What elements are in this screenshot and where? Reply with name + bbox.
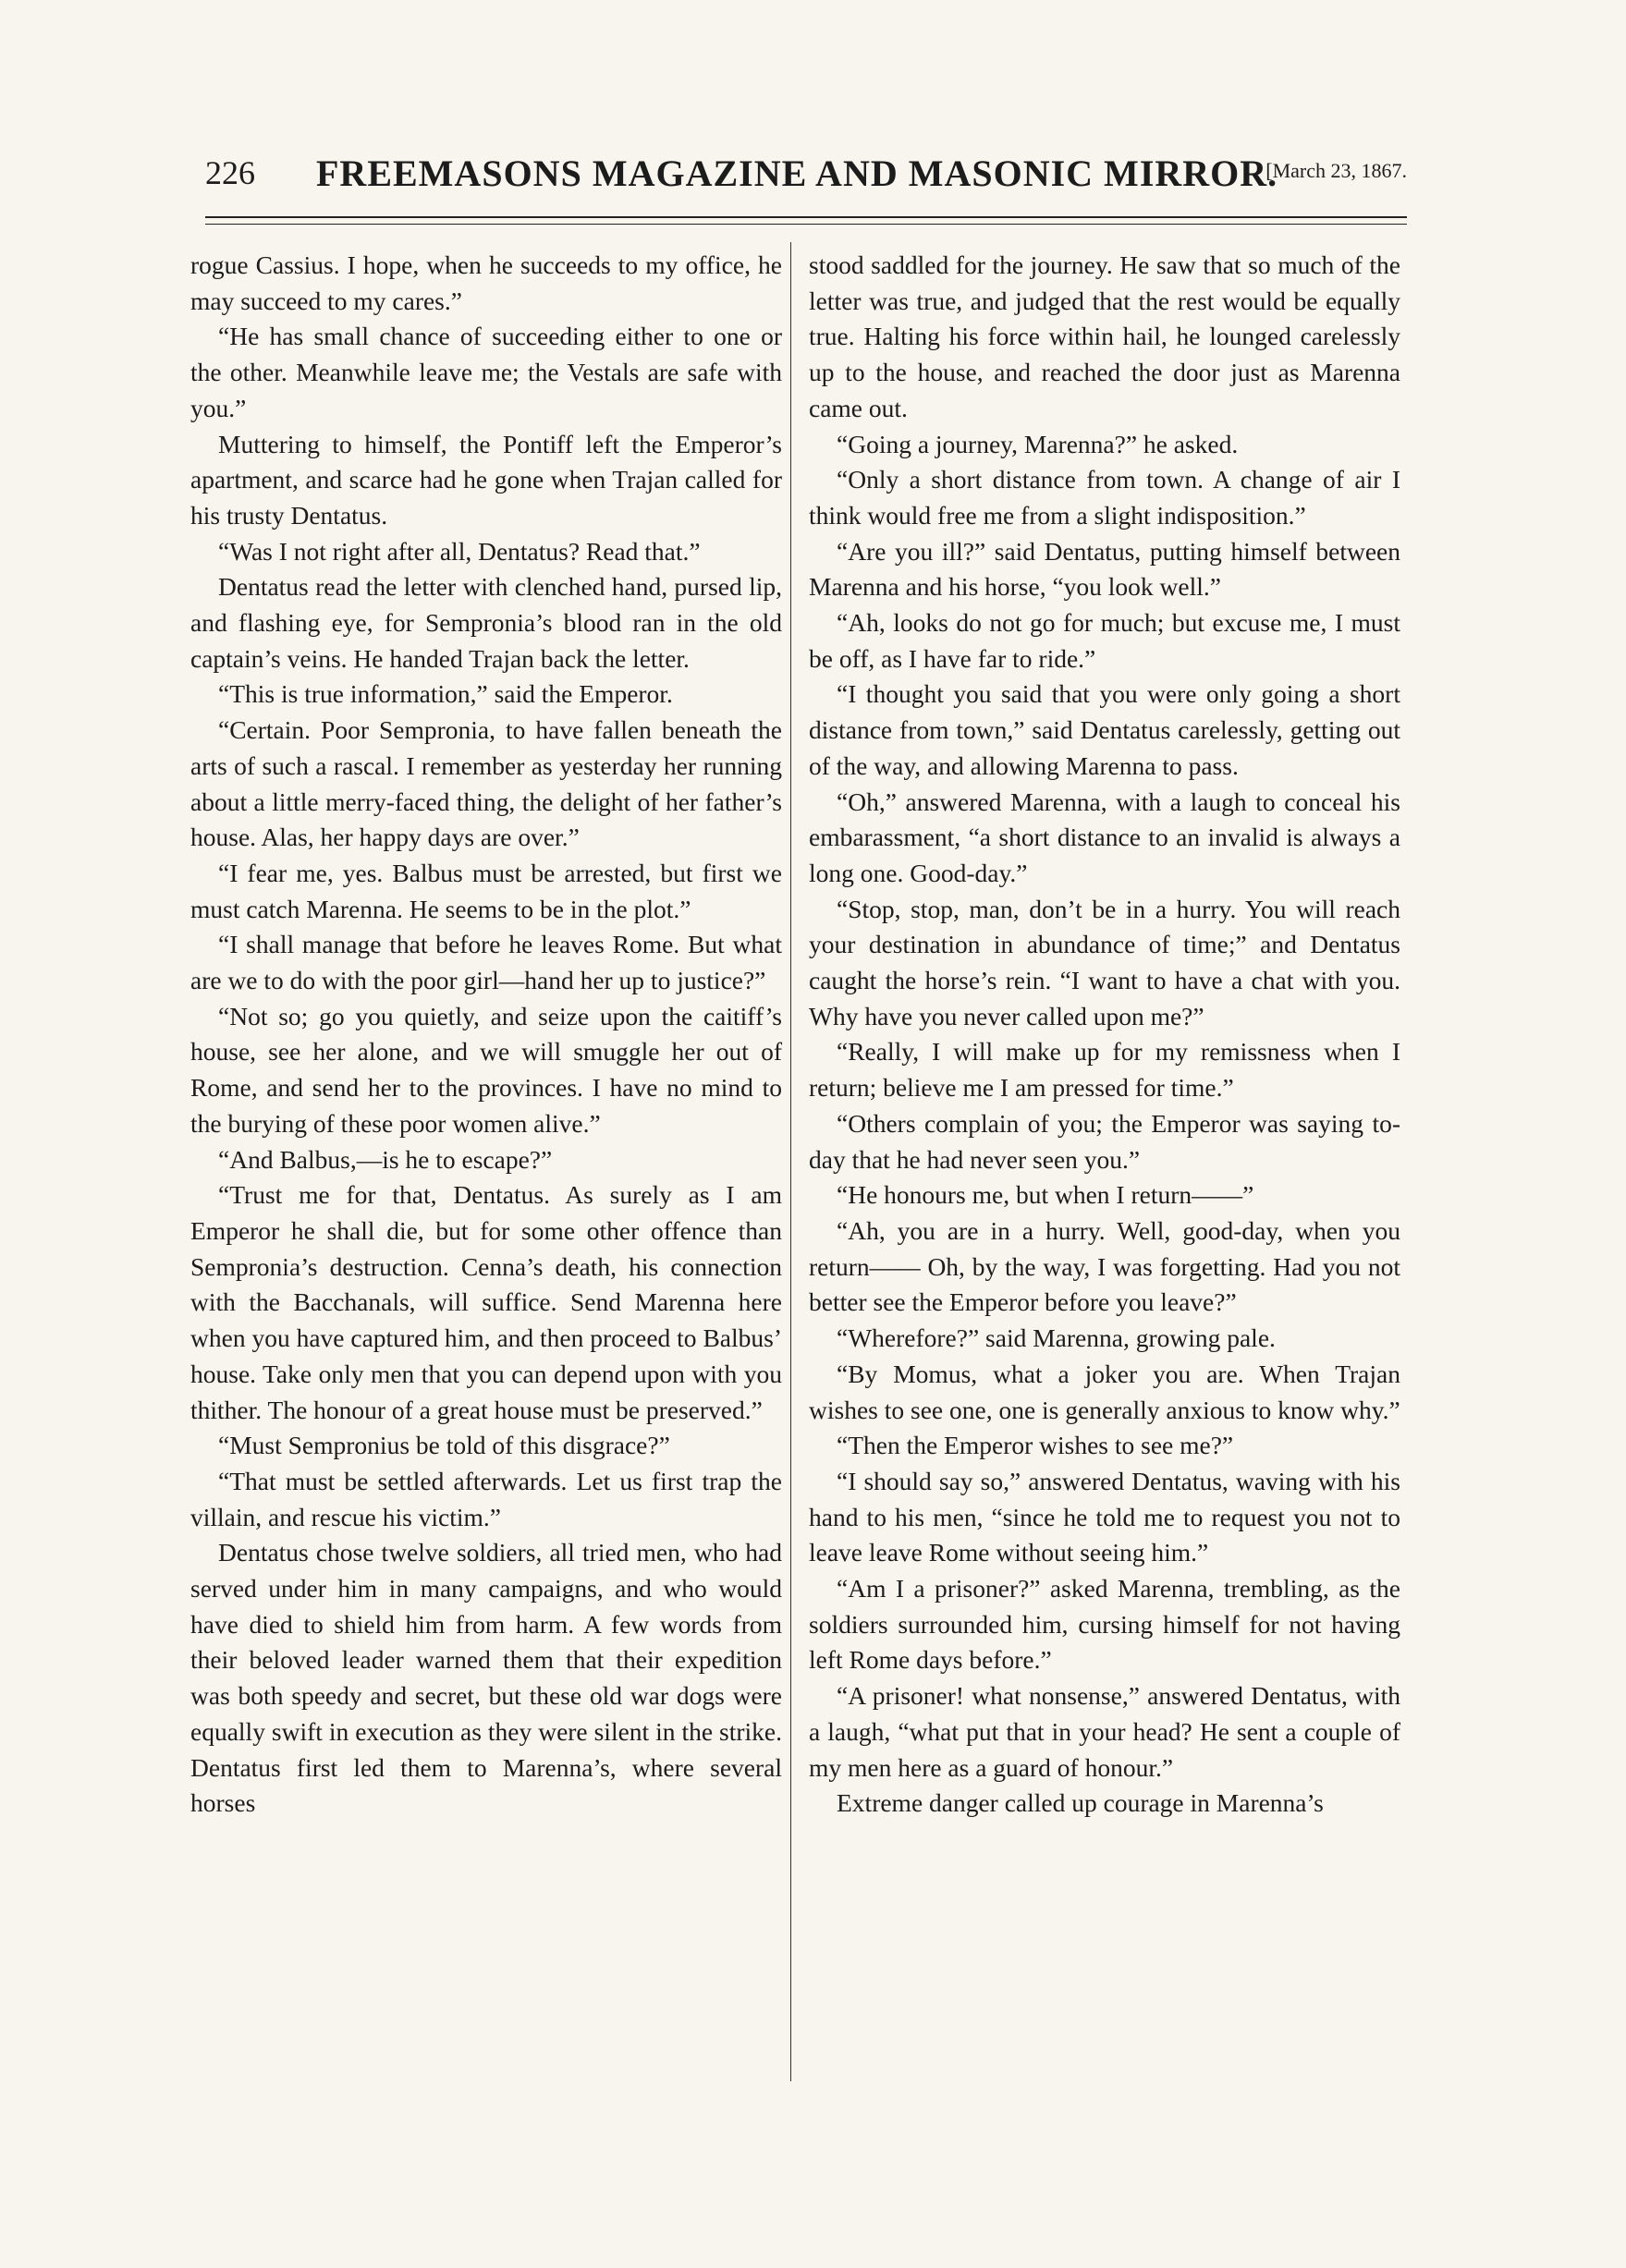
paragraph: “I should say so,” answered Dentatus, waving with his hand to his men, “since he told me to request you not to leave leave Rome without seeing him.”: [809, 1466, 1400, 1567]
paragraph: “Am I a prisoner?” asked Marenna, trembling, as the soldiers surrounded him, cursing himself for not having left Rome days before.”: [809, 1574, 1400, 1675]
paragraph: “Must Sempronius be told of this disgrace?”: [218, 1431, 670, 1460]
right-column: [809, 248, 1400, 1822]
issue-date: [March 23, 1867.: [1265, 159, 1407, 182]
column-divider: [790, 242, 791, 2081]
paragraph: “Stop, stop, man, don’t be in a hurry. You will reach your destination in abundance of time;” and Dentatus caught the horse’s rein. “I want to have a chat with you. Why have you never called upon me?”: [809, 894, 1400, 1030]
paragraph: “Then the Emperor wishes to see me?”: [837, 1431, 1234, 1460]
paragraph: “Others complain of you; the Emperor was saying to-day that he had never seen you.”: [809, 1108, 1400, 1174]
paragraph: “Going a journey, Marenna?” he asked.: [837, 429, 1239, 458]
paragraph: “He has small chance of succeeding either to one or the other. Meanwhile leave me; the Vestals are safe with you.”: [190, 322, 782, 422]
paragraph: “Are you ill?” said Dentatus, putting himself between Marenna and his horse, “you look well.”: [809, 536, 1400, 602]
magazine-title: FREEMASONS MAGAZINE AND MASONIC MIRROR.: [316, 152, 1278, 194]
paragraph: “Not so; go you quietly, and seize upon the caitiff’s house, see her alone, and we will smuggle her out of Rome, and send her to the provinces. I have no mind to the burying of these poor women alive.”: [190, 1001, 782, 1138]
paragraph: “Certain. Poor Sempronia, to have fallen beneath the arts of such a rascal. I remember as yesterday her running about a little merry-faced thing, the delight of her father’s house. Alas, her happy days are over.”: [190, 715, 782, 852]
paragraph: “Ah, looks do not go for much; but excuse me, I must be off, as I have far to ride.”: [809, 608, 1400, 673]
paragraph: “Oh,” answered Marenna, with a laugh to conceal his embarassment, “a short distance to an invalid is always a long one. Good-day.”: [809, 786, 1400, 887]
page-number: 226: [205, 154, 255, 191]
paragraph: “Wherefore?” said Marenna, growing pale.: [837, 1323, 1276, 1353]
page-header: [205, 153, 1407, 200]
left-column: [190, 248, 782, 1822]
paragraph: “I shall manage that before he leaves Rome. But what are we to do with the poor girl—hand her up to justice?”: [190, 930, 782, 995]
paragraph: “I thought you said that you were only going a short distance from town,” said Dentatus carelessly, getting out of the way, and allowing Marenna to pass.: [809, 679, 1400, 780]
paragraph: “He honours me, but when I return——”: [837, 1180, 1254, 1210]
paragraph: “A prisoner! what nonsense,” answered Dentatus, with a laugh, “what put that in your head? He sent a couple of my men here as a guard of honour.”: [809, 1681, 1400, 1782]
header-rule-thick: [205, 216, 1407, 218]
paragraph: Muttering to himself, the Pontiff left the Emperor’s apartment, and scarce had he gone when Trajan called for his trusty Dentatus.: [190, 429, 782, 530]
paragraph: rogue Cassius. I hope, when he succeeds to my office, he may succeed to my cares.”: [190, 250, 782, 315]
paragraph: Dentatus chose twelve soldiers, all tried men, who had served under him in many campaigns, and who would have died to shield him from harm. A few words from their beloved leader warned them that their expedition was both speedy and secret, but these old war dogs were equally swift in execution as they were silent in the strike. Dentatus first led them to Marenna’s, where several horses: [190, 1538, 782, 1818]
paragraph: Extreme danger called up courage in Marenna’s: [837, 1788, 1324, 1818]
paragraph: Dentatus read the letter with clenched hand, pursed lip, and flashing eye, for Sempronia’s blood ran in the old captain’s veins. He handed Trajan back the letter.: [190, 572, 782, 673]
paragraph: “And Balbus,—is he to escape?”: [218, 1144, 553, 1174]
paragraph: “This is true information,” said the Emperor.: [218, 679, 673, 709]
paragraph: stood saddled for the journey. He saw that so much of the letter was true, and judged that the rest would be equally true. Halting his force within hail, he lounged carelessly up to the house, and reached the door just as Marenna came out.: [809, 250, 1400, 422]
paragraph: “Trust me for that, Dentatus. As surely as I am Emperor he shall die, but for some other offence than Sempronia’s destruction. Cenna’s death, his connection with the Bacchanals, will suffice. Send Marenna here when you have captured him, and then proceed to Balbus’ house. Take only men that you can depend upon with you thither. The honour of a great house must be preserved.”: [190, 1180, 782, 1424]
paragraph: “That must be settled afterwards. Let us first trap the villain, and rescue his victim.”: [190, 1466, 782, 1531]
paragraph: “By Momus, what a joker you are. When Trajan wishes to see one, one is generally anxious to know why.”: [809, 1359, 1400, 1424]
paragraph: “Was I not right after all, Dentatus? Read that.”: [218, 536, 701, 566]
paragraph: “Only a short distance from town. A change of air I think would free me from a slight indisposition.”: [809, 465, 1400, 530]
paragraph: “I fear me, yes. Balbus must be arrested, but first we must catch Marenna. He seems to be in the plot.”: [190, 858, 782, 923]
header-rule-thin: [205, 224, 1407, 225]
paragraph: “Ah, you are in a hurry. Well, good-day, when you return—— Oh, by the way, I was forgetting. Had you not better see the Emperor before you leave?”: [809, 1215, 1400, 1317]
paragraph: “Really, I will make up for my remissness when I return; believe me I am pressed for time.”: [809, 1037, 1400, 1103]
